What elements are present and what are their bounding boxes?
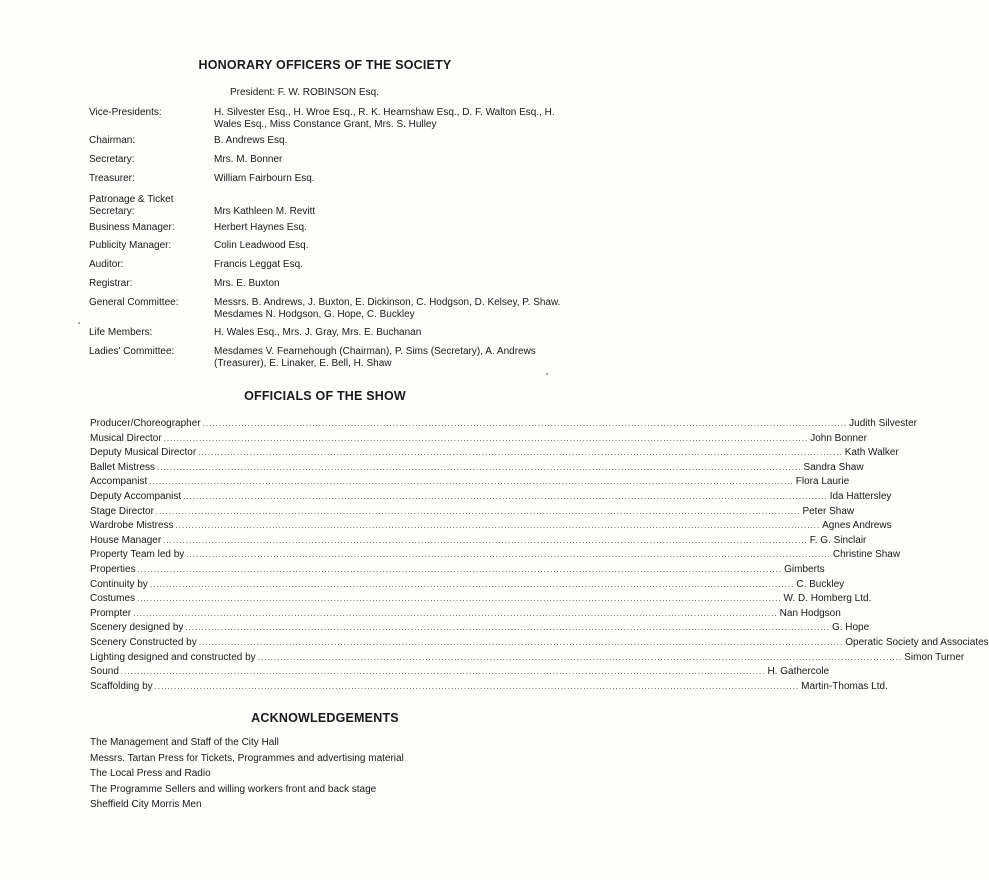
dot-leader: ........................................................................................................................................................................................................ [154, 681, 800, 691]
honorary-officers-heading: HONORARY OFFICERS OF THE SOCIETY [198, 58, 452, 72]
officer-row [89, 222, 569, 240]
officer-names: William Fairbourn Esq. [214, 173, 315, 184]
dot-leader: ........................................................................................................................................................................................................ [163, 535, 808, 545]
official-role: Properties [90, 563, 136, 575]
official-row [90, 680, 888, 695]
officer-row [89, 297, 569, 325]
official-row [90, 621, 870, 636]
official-role: Property Team led by [90, 549, 185, 561]
dot-leader: ........................................................................................................................................................................................................ [137, 564, 783, 574]
official-row [90, 490, 892, 505]
print-speck [546, 373, 548, 375]
dot-leader: ........................................................................................................................................................................................................ [198, 448, 843, 458]
official-row [90, 578, 845, 593]
official-role: Wardrobe Mistress [90, 520, 174, 532]
official-role: Deputy Musical Director [90, 447, 197, 459]
official-role: Deputy Accompanist [90, 490, 182, 502]
official-role: Scaffolding by [90, 680, 153, 692]
official-row [90, 665, 830, 680]
acknowledgement-line: The Local Press and Radio [90, 768, 211, 779]
officer-names: Mrs. E. Buxton [214, 278, 280, 289]
official-row [90, 432, 867, 447]
officer-names: Mrs Kathleen M. Revitt [214, 206, 316, 217]
honorary-officers-list [89, 107, 569, 370]
official-role: Accompanist [90, 476, 148, 488]
dot-leader: ........................................................................................................................................................................................................ [183, 491, 828, 501]
acknowledgements-heading: ACKNOWLEDGEMENTS [251, 711, 399, 725]
official-person: Kath Walker [844, 447, 899, 459]
official-role: Sound [90, 666, 119, 678]
official-row [90, 417, 917, 432]
officer-role: Registrar: [89, 278, 133, 289]
official-role: Musical Director [90, 432, 162, 444]
official-role: Continuity by [90, 578, 148, 590]
official-row [90, 563, 825, 578]
dot-leader: ........................................................................................................................................................................................................ [137, 594, 782, 604]
official-person: Judith Silvester [849, 418, 917, 429]
dot-leader: ........................................................................................................................................................................................................ [185, 623, 830, 633]
officials-heading: OFFICIALS OF THE SHOW [244, 389, 406, 403]
official-row [90, 534, 867, 549]
official-person: C. Buckley [796, 578, 845, 590]
official-role: Lighting designed and constructed by [90, 651, 256, 663]
officer-role: Life Members: [89, 327, 153, 338]
dot-leader: ........................................................................................................................................................................................................ [155, 506, 801, 516]
officer-names: B. Andrews Esq. [214, 135, 288, 146]
officer-names: Mrs. M. Bonner [214, 154, 283, 165]
official-person: W. D. Homberg Ltd. [783, 593, 872, 605]
officer-names: H. Wales Esq., Mrs. J. Gray, Mrs. E. Buchanan [214, 327, 422, 338]
official-person: Sandra Shaw [803, 461, 864, 473]
official-role: Scenery designed by [90, 622, 184, 634]
official-person: Nan Hodgson [779, 607, 841, 619]
official-person: H. Gathercole [767, 666, 830, 678]
acknowledgement-line: Messrs. Tartan Press for Tickets, Programmes and advertising material [90, 752, 404, 764]
official-role: Ballet Mistress [90, 461, 156, 473]
official-person: Gimberts [784, 563, 825, 575]
official-person: G. Hope [831, 622, 870, 634]
officer-names: Herbert Haynes Esq. [214, 222, 307, 233]
officer-role: Treasurer: [89, 173, 135, 184]
officer-role: Secretary: [89, 154, 135, 165]
officer-role: Ladies' Committee: [89, 346, 175, 357]
officer-row [89, 107, 569, 134]
official-role: Prompter [90, 607, 132, 619]
acknowledgement-line: The Management and Staff of the City Hall [90, 737, 279, 748]
official-row [90, 461, 864, 476]
official-person: Christine Shaw [832, 549, 901, 561]
official-person: F. G. Sinclair [809, 534, 867, 546]
official-row [90, 548, 901, 563]
official-row [90, 475, 850, 490]
officer-row [89, 154, 569, 173]
print-speck [78, 322, 80, 324]
dot-leader: ........................................................................................................................................................................................................ [149, 579, 795, 589]
officer-names: Mesdames V. Fearnehough (Chairman), P. Sims (Secretary), A. Andrews (Treasurer), E. Linaker, E. Bell, H. Shaw [214, 346, 536, 369]
dot-leader: ........................................................................................................................................................................................................ [133, 608, 778, 618]
officer-row [89, 259, 569, 278]
officer-row [89, 278, 569, 297]
official-row [90, 592, 872, 607]
officer-names: Francis Leggat Esq. [214, 259, 303, 270]
officer-role: Publicity Manager: [89, 240, 172, 251]
dot-leader: ........................................................................................................................................................................................................ [163, 433, 809, 443]
official-role: Scenery Constructed by [90, 636, 197, 648]
officer-role: Business Manager: [89, 222, 175, 233]
dot-leader: ........................................................................................................................................................................................................ [198, 637, 844, 647]
officer-role: General Committee: [89, 297, 179, 308]
officer-role: Chairman: [89, 135, 136, 146]
acknowledgement-line: The Programme Sellers and willing workers front and back stage [90, 783, 377, 795]
officer-row [89, 135, 569, 154]
official-row [90, 651, 965, 666]
dot-leader: ........................................................................................................................................................................................................ [186, 550, 831, 560]
dot-leader: ........................................................................................................................................................................................................ [157, 462, 802, 472]
official-row [90, 636, 989, 651]
official-person: Peter Shaw [802, 505, 855, 517]
officer-role: Patronage & Ticket Secretary: [89, 194, 174, 217]
officer-row [89, 173, 569, 194]
official-role: Producer/Choreographer [90, 418, 201, 429]
official-row [90, 519, 892, 534]
dot-leader: ........................................................................................................................................................................................................ [149, 477, 794, 487]
officer-row [89, 327, 569, 346]
official-person: John Bonner [810, 432, 867, 444]
dot-leader: ........................................................................................................................................................................................................ [175, 521, 821, 531]
official-person: Operatic Society and Associates [845, 636, 989, 648]
official-person: Simon Turner [904, 651, 965, 663]
officer-role: Auditor: [89, 259, 124, 270]
official-row [90, 446, 899, 461]
official-person: Flora Laurie [795, 476, 850, 488]
officer-row [89, 346, 569, 370]
official-row [90, 607, 841, 622]
acknowledgement-line: Sheffield City Morris Men [90, 799, 202, 810]
officials-list [90, 417, 989, 694]
official-person: Agnes Andrews [822, 520, 892, 532]
president-line: President: F. W. ROBINSON Esq. [230, 87, 379, 98]
officer-names: Colin Leadwood Esq. [214, 240, 309, 251]
official-role: Stage Director [90, 505, 154, 517]
official-person: Ida Hattersley [829, 490, 892, 502]
official-row [90, 505, 855, 520]
officer-row [89, 194, 569, 218]
officer-row [89, 240, 569, 259]
officer-names: H. Silvester Esq., H. Wroe Esq., R. K. Hearnshaw Esq., D. F. Walton Esq., H. Wales Esq., Miss Constance Grant, Mrs. S. Hulley [214, 107, 555, 130]
officer-role: Vice-Presidents: [89, 107, 162, 118]
acknowledgements-list [90, 735, 560, 813]
dot-leader: ........................................................................................................................................................................................................ [120, 667, 766, 677]
official-role: House Manager [90, 534, 162, 546]
officer-names: Messrs. B. Andrews, J. Buxton, E. Dickinson, C. Hodgson, D. Kelsey, P. Shaw. Mesdames N. Hodgson, G. Hope, C. Buckley [214, 297, 561, 320]
dot-leader: ........................................................................................................................................................................................................ [257, 652, 903, 662]
official-person: Martin-Thomas Ltd. [801, 680, 888, 692]
official-role: Costumes [90, 593, 136, 605]
dot-leader: ........................................................................................................................................................................................................ [202, 419, 848, 428]
